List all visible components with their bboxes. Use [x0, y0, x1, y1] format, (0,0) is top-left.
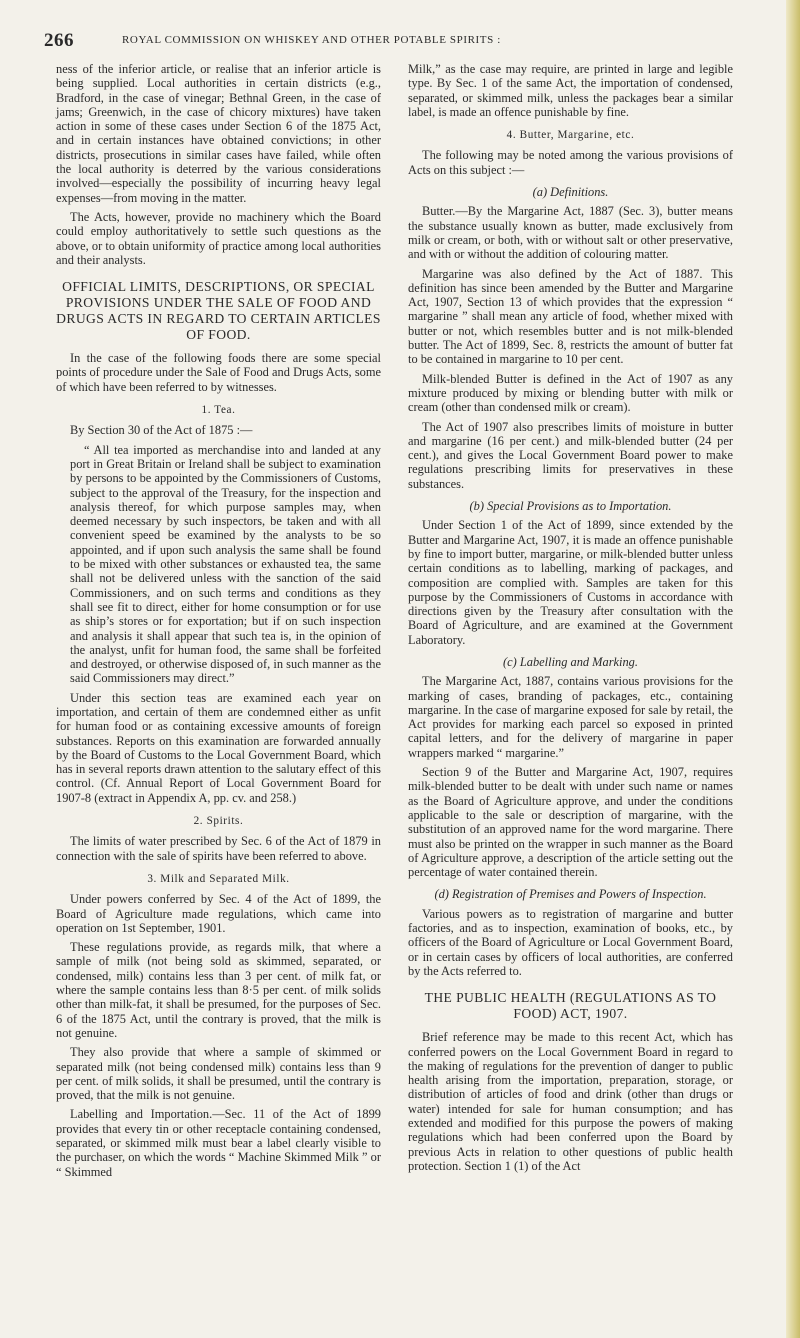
paragraph: Brief reference may be made to this recent Act, which has conferred powers on the Local Government Board in regard to the making of regulations for the prevention of danger to public health arising from the importation, preparation, storage, or distribution of articles of food and drink (other than drugs or water) intended for sale for human consumption; and has extended and modified for this purpose the powers of making regulations which had been conferred upon the Board by previous Acts in relation to other questions of public health protection. Section 1 (1) of the Act [408, 1030, 733, 1173]
subsection-heading: 2. Spirits. [193, 815, 244, 828]
paragraph: The limits of water prescribed by Sec. 6 of the Act of 1879 in connection with the sale of spirits have been referred to above. [56, 834, 381, 863]
paragraph: The following may be noted among the various provisions of Acts on this subject :— [408, 148, 733, 177]
page-number: 266 [44, 30, 74, 51]
subsection-heading: 3. Milk and Separated Milk. [147, 872, 290, 885]
running-title: ROYAL COMMISSION ON WHISKEY AND OTHER POTABLE SPIRITS : [122, 34, 501, 46]
paragraph: Under Section 1 of the Act of 1899, since extended by the Butter and Margarine Act, 1907, it is made an offence punishable by fine to import butter, margarine, or milk-blended butter unless certain conditions as to labelling, marking of packages, and composition are complied with. Samples are taken for this purpose by the Commissioners of Customs in accordance with directions given by the Treasury after consultation with the Board of Agriculture, and are examined at the Government Laboratory. [408, 518, 733, 647]
paragraph: Section 9 of the Butter and Margarine Act, 1907, requires milk-blended butter to be dealt with under such name or names as the Board of Agriculture approve, and under the conditions applicable to the sale or description of margarine, with the substitution of an approved name for the word margarine. There must also be printed on the wrapper in such manner as the Board of Agriculture approve, a description of the article setting out the percentage of water contained therein. [408, 765, 733, 880]
paragraph: Butter.—By the Margarine Act, 1887 (Sec. 3), butter means the substance usually known as butter, made exclusively from milk or cream, or both, with or without salt or other preservative, and with or without the addition of colouring matter. [408, 204, 733, 262]
right-column [408, 62, 733, 1178]
paragraph: ness of the inferior article, or realise that an inferior article is being supplied. Local authorities in certain districts (e.g., Bradford, in the case of vinegar; Bethnal Green, in the case of jams; Greenwich, in the case of chicory mixtures) have taken action in some of these cases under Section 6 of the 1875 Act, and in certain instances have obtained convictions; in other districts, prosecutions in similar cases have failed, while often the local authority is deterred by the various considerations involved—especially the possibility of incurring heavy legal expenses—from moving in the matter. [56, 62, 381, 205]
page-edge [786, 0, 800, 1338]
paragraph: Labelling and Importation.—Sec. 11 of the Act of 1899 provides that every tin or other receptacle containing condensed, separated, or skimmed milk must bear a label clearly visible to the purchaser, on which the words “ Machine Skimmed Milk ” or “ Skimmed [56, 1107, 381, 1179]
sub-subsection-heading: (d) Registration of Premises and Powers of Inspection. [434, 887, 707, 902]
paragraph: In the case of the following foods there are some special points of procedure under the Sale of Food and Drugs Acts, some of which have been referred to by witnesses. [56, 351, 381, 394]
paragraph: The Acts, however, provide no machinery which the Board could employ authoritatively to settle such questions as the above, or to obtain uniformity of practice among local authorities and their analysts. [56, 209, 381, 267]
quotation: “ All tea imported as merchandise into and landed at any port in Great Britain or Ireland shall be subject to examination by persons to be appointed by the Commissioners of Customs, subject to the approval of the Treasury, for the inspection and analysis thereof, for which purpose samples may, when deemed necessary by such inspectors, be taken and with all convenient speed be examined by the analysts to be so appointed, and if upon such analysis the same shall be found to be mixed with other substances or exhausted tea, the same shall not be delivered unless with the sanction of the said Commissioners, and on such terms and conditions as they shall see fit to direct, either for home consumption or for use as ship’s stores or for exportation; but if on such inspection and analysis it shall appear that such tea is, in the opinion of the analyst, unfit for human food, the same shall be forfeited and destroyed, or otherwise disposed of, in such manner as the said Commissioners may direct.” [70, 442, 381, 686]
paragraph: They also provide that where a sample of skimmed or separated milk (not being condensed milk) contains less than 9 per cent. of milk solids, it shall be presumed, until the contrary is proved, that the milk is not genuine. [56, 1045, 381, 1103]
paragraph: By Section 30 of the Act of 1875 :— [70, 423, 253, 438]
paragraph: These regulations provide, as regards milk, that where a sample of milk (not being sold as skimmed, separated, or condensed, milk) contains less than 3 per cent. of milk fat, or where the sample contains less than 8·5 per cent. of milk solids other than milk-fat, it shall be presumed, for the purposes of Sec. 6 of the 1875 Act, until the contrary is proved, that the milk is not genuine. [56, 940, 381, 1040]
section-heading: OFFICIAL LIMITS, DESCRIPTIONS, OR SPECIAL PROVISIONS UNDER THE SALE OF FOOD AND DRUGS ACTS IN REGARD TO CERTAIN ARTICLES OF FOOD. [56, 279, 381, 343]
paragraph: Under powers conferred by Sec. 4 of the Act of 1899, the Board of Agriculture made regulations, which came into operation on 1st September, 1901. [56, 892, 381, 935]
subsection-heading: 1. Tea. [201, 404, 236, 417]
sub-subsection-heading: (b) Special Provisions as to Importation. [469, 499, 672, 514]
paragraph: Under this section teas are examined each year on importation, and certain of them are condemned either as unfit for human food or as containing excessive amounts of foreign substances. Reports on this examination are forwarded annually by the Board of Customs to the Local Government Board, which has in several reports drawn attention to the salutary effect of this control. (Cf. Annual Report of Local Government Board for 1907-8 (extract in Appendix A, pp. cv. and 258.) [56, 690, 381, 805]
left-column [56, 62, 381, 1184]
page-header [44, 30, 764, 50]
sub-subsection-heading: (c) Labelling and Marking. [503, 654, 638, 669]
paragraph: Milk-blended Butter is defined in the Act of 1907 as any mixture produced by mixing or blending butter with milk or cream (other than condensed milk or cream). [408, 371, 733, 415]
sub-subsection-heading: (a) Definitions. [532, 185, 609, 200]
section-heading: THE PUBLIC HEALTH (REGULATIONS AS TO FOOD) ACT, 1907. [424, 990, 717, 1022]
paragraph: Various powers as to registration of margarine and butter factories, and as to inspection, examination of books, etc., by officers of the Board of Agriculture or Local Government Board, or in certain cases by officers of local authorities, are conferred by the Acts referred to. [408, 906, 733, 978]
paragraph: The Act of 1907 also prescribes limits of moisture in butter and margarine (16 per cent.) and milk-blended butter (24 per cent.), and gives the Local Government Board power to make regulations prescribing limits for preservatives in these substances. [408, 419, 733, 491]
paragraph: Margarine was also defined by the Act of 1887. This definition has since been amended by the Butter and Margarine Act, 1907, Section 13 of which provides that the expression “ margarine ” shall mean any article of food, whether mixed with butter or not, which resembles butter and is not milk-blended butter. The Act of 1899, Sec. 8, restricts the amount of butter fat to be contained in margarine to 10 per cent. [408, 266, 733, 367]
subsection-heading: 4. Butter, Margarine, etc. [506, 129, 635, 142]
paragraph: Milk,” as the case may require, are printed in large and legible type. By Sec. 1 of the same Act, the importation of condensed, separated, or skimmed milk, unless the packages bear a similar label, is made an offence punishable by fine. [408, 62, 733, 119]
paragraph: The Margarine Act, 1887, contains various provisions for the marking of cases, branding of packages, etc., containing margarine. In the case of margarine exposed for sale by retail, the Act provides for marking each parcel so exposed in printed capital letters, and for the delivery of margarine in paper wrappers marked “ margarine.” [408, 674, 733, 760]
